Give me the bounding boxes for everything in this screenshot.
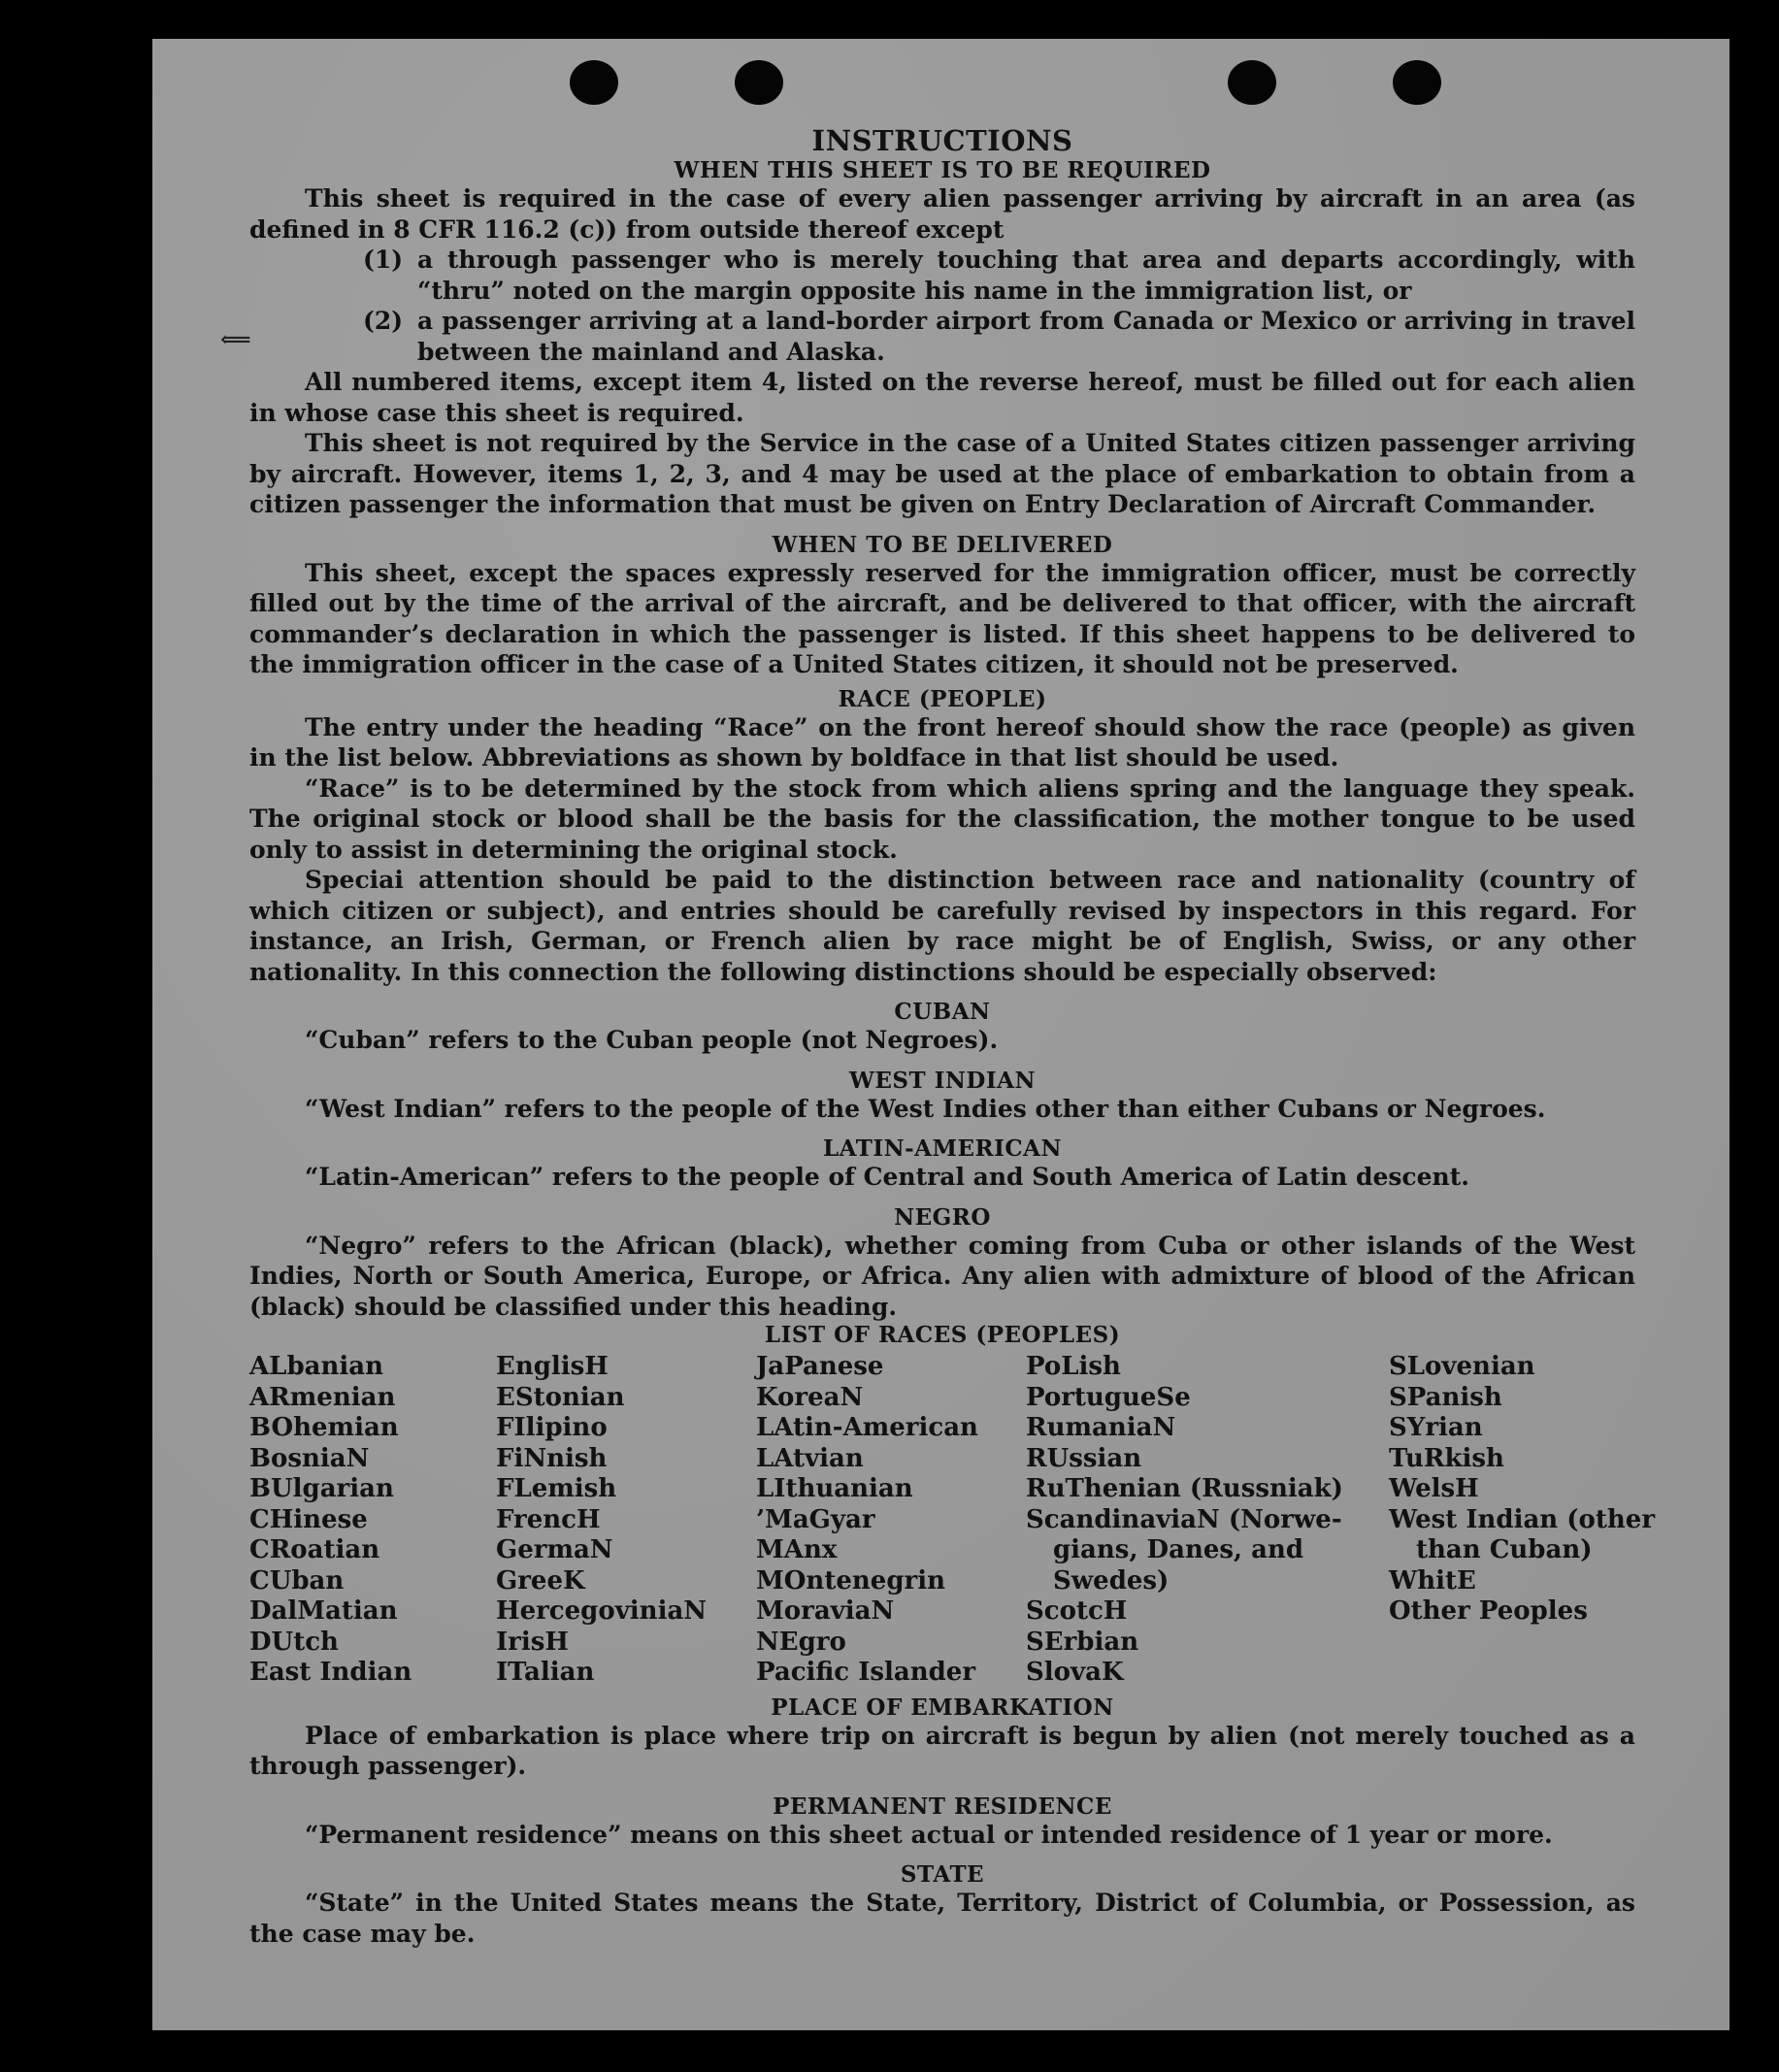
race-entry: WelsH [1389, 1474, 1479, 1503]
race-entry: SLovenian [1389, 1352, 1535, 1381]
race-entry: EnglisH [496, 1352, 609, 1381]
races-column [1389, 1352, 1656, 1689]
race-entry: MAnx [756, 1535, 838, 1564]
paragraph: “State” in the United States means the State, Territory, District of Columbia, or Possession, as the case may be. [249, 1889, 1635, 1948]
exception-text: a through passenger who is merely touching that area and departs accordingly, with “thru” noted on the margin opposite his name in the immigration list, or [417, 246, 1635, 305]
paragraph: “West Indian” refers to the people of the West Indies other than either Cubans or Negroes. [305, 1094, 1546, 1123]
race-entry: FLemish [496, 1474, 617, 1503]
races-column [249, 1352, 496, 1689]
race-entry: BosniaN [249, 1443, 370, 1473]
paragraph: “Latin-American” refers to the people of Central and South America of Latin descent. [305, 1163, 1469, 1191]
race-entry: IrisH [496, 1627, 569, 1657]
race-entry: ’MaGyar [756, 1504, 875, 1534]
punch-hole [735, 60, 783, 105]
race-entry: DUtch [249, 1627, 339, 1657]
race-entry: MoraviaN [756, 1596, 895, 1626]
race-entry: GermaN [496, 1535, 613, 1564]
race-entry: ARmenian [249, 1382, 396, 1412]
race-entry: than Cuban) [1416, 1535, 1593, 1564]
exception-item [249, 306, 1635, 367]
paragraph: This sheet is required in the case of every alien passenger arriving by aircraft in an area (as defined in 8 CFR 116.2 (c)) from outside thereof except [249, 184, 1635, 244]
race-entry: Swedes) [1053, 1565, 1170, 1595]
paragraph: “Permanent residence” means on this sheet actual or intended residence of 1 year or more. [305, 1820, 1553, 1849]
heading-west-indian: WEST INDIAN [849, 1067, 1036, 1094]
heading-cuban: CUBAN [894, 999, 991, 1025]
race-entry: Pacific Islander [756, 1658, 976, 1687]
race-entry: WhitE [1389, 1565, 1476, 1595]
race-entry: DalMatian [249, 1596, 398, 1626]
heading-state: STATE [900, 1861, 985, 1888]
race-entry: East Indian [249, 1658, 412, 1687]
race-entry: CHinese [249, 1504, 368, 1534]
race-entry: CUban [249, 1565, 345, 1595]
races-column [496, 1352, 756, 1689]
race-entry: FIlipino [496, 1413, 608, 1442]
race-entry: BUlgarian [249, 1474, 394, 1503]
race-entry: FiNnish [496, 1443, 608, 1473]
race-entry: gians, Danes, and [1053, 1535, 1304, 1564]
race-entry: JaPanese [756, 1352, 884, 1381]
paragraph: “Race” is to be determined by the stock from which aliens spring and the language they speak. The original stock or blood shall be the basis for the classification, the mother tongue to be used only to assist in determining the original stock. [249, 773, 1635, 864]
heading-when-required: WHEN THIS SHEET IS TO BE REQUIRED [674, 157, 1211, 183]
race-entry: GreeK [496, 1565, 585, 1595]
heading-race: RACE (PEOPLE) [838, 685, 1047, 712]
paragraph: Place of embarkation is place where trip on aircraft is begun by alien (not merely touched as a through passenger). [249, 1721, 1635, 1780]
race-entry: NEgro [756, 1627, 846, 1657]
race-entry: RumaniaN [1026, 1413, 1176, 1442]
race-entry: SErbian [1026, 1627, 1139, 1657]
races-list [249, 1352, 1656, 1689]
heading-negro: NEGRO [894, 1203, 991, 1231]
margin-arrow-mark: ⟸ [220, 327, 251, 352]
punch-hole [1228, 60, 1276, 105]
race-entry: ScandinaviaN (Norwe- [1026, 1504, 1342, 1534]
races-column [1026, 1352, 1389, 1689]
heading-when-delivered: WHEN TO BE DELIVERED [772, 531, 1113, 558]
race-entry: BOhemian [249, 1413, 399, 1442]
race-entry: LAtin-American [756, 1413, 978, 1442]
race-entry: PoLish [1026, 1352, 1121, 1381]
heading-list-of-races: LIST OF RACES (PEOPLES) [764, 1322, 1121, 1348]
exception-number: (2) [363, 307, 404, 335]
exception-item [249, 245, 1635, 306]
race-entry: PortugueSe [1026, 1382, 1191, 1412]
race-entry: CRoatian [249, 1535, 380, 1564]
race-entry: EStonian [496, 1382, 625, 1412]
heading-latin-american: LATIN-AMERICAN [822, 1135, 1063, 1162]
race-entry: LAtvian [756, 1443, 864, 1473]
race-entry: Other Peoples [1389, 1596, 1588, 1626]
race-entry: RUssian [1026, 1443, 1142, 1473]
race-entry: TuRkish [1389, 1443, 1504, 1473]
exception-text: a passenger arriving at a land-border airport from Canada or Mexico or arriving in travel between the mainland and Alaska. [417, 307, 1635, 366]
race-entry: ALbanian [249, 1352, 384, 1381]
paragraph: “Negro” refers to the African (black), whether coming from Cuba or other islands of the West Indies, North or South America, Europe, or Africa. Any alien with admixture of blood of the African (black) should be classified under this heading. [249, 1231, 1635, 1321]
paragraph: All numbered items, except item 4, listed on the reverse hereof, must be filled out for each alien in whose case this sheet is required. [249, 368, 1635, 427]
race-entry: KoreaN [756, 1382, 864, 1412]
race-entry: HercegoviniaN [496, 1596, 708, 1626]
race-entry: SlovaK [1026, 1658, 1124, 1687]
race-entry: SPanish [1389, 1382, 1502, 1412]
heading-permanent-residence: PERMANENT RESIDENCE [773, 1792, 1112, 1820]
race-entry: MOntenegrin [756, 1565, 945, 1595]
race-entry: SYrian [1389, 1413, 1483, 1442]
document-page [152, 39, 1730, 2030]
punch-hole [570, 60, 618, 105]
races-column [756, 1352, 1026, 1689]
exception-number: (1) [363, 246, 404, 274]
heading-place-of-embarkation: PLACE OF EMBARKATION [771, 1694, 1114, 1721]
paragraph: The entry under the heading “Race” on the front hereof should show the race (people) as given in the list below. Abbreviations as shown by boldface in that list should be used. [249, 712, 1635, 772]
page-title: INSTRUCTIONS [811, 124, 1073, 157]
instructions-content [249, 124, 1656, 1949]
race-entry: ITalian [496, 1658, 595, 1687]
paragraph: This sheet, except the spaces expressly reserved for the immigration officer, must be correctly filled out by the time of the arrival of the aircraft, and be delivered to that officer, with the aircraft commander’s declaration in which the passenger is listed. If this sheet happens to be delivered to the immigration officer in the case of a United States citizen, it should not be preserved. [249, 558, 1635, 678]
race-entry: West Indian (other [1389, 1504, 1656, 1534]
punch-hole [1393, 60, 1441, 105]
race-entry: ScotcH [1026, 1596, 1128, 1626]
race-entry: LIthuanian [756, 1474, 913, 1503]
race-entry: FrencH [496, 1504, 601, 1534]
paragraph: This sheet is not required by the Service in the case of a United States citizen passenger arriving by aircraft. However, items 1, 2, 3, and 4 may be used at the place of embarkation to obtain from a citizen passenger the information that must be given on Entry Declaration of Aircraft Commander. [249, 429, 1635, 518]
paragraph: “Cuban” refers to the Cuban people (not Negroes). [305, 1026, 999, 1054]
paragraph: Speciai attention should be paid to the distinction between race and nationality (country of which citizen or subject), and entries should be carefully revised by inspectors in this regard. For instance, an Irish, German, or French alien by race might be of English, Swiss, or any other nationality. In this connection the following distinctions should be especially observed: [249, 866, 1635, 986]
race-entry: RuThenian (Russniak) [1026, 1474, 1343, 1503]
